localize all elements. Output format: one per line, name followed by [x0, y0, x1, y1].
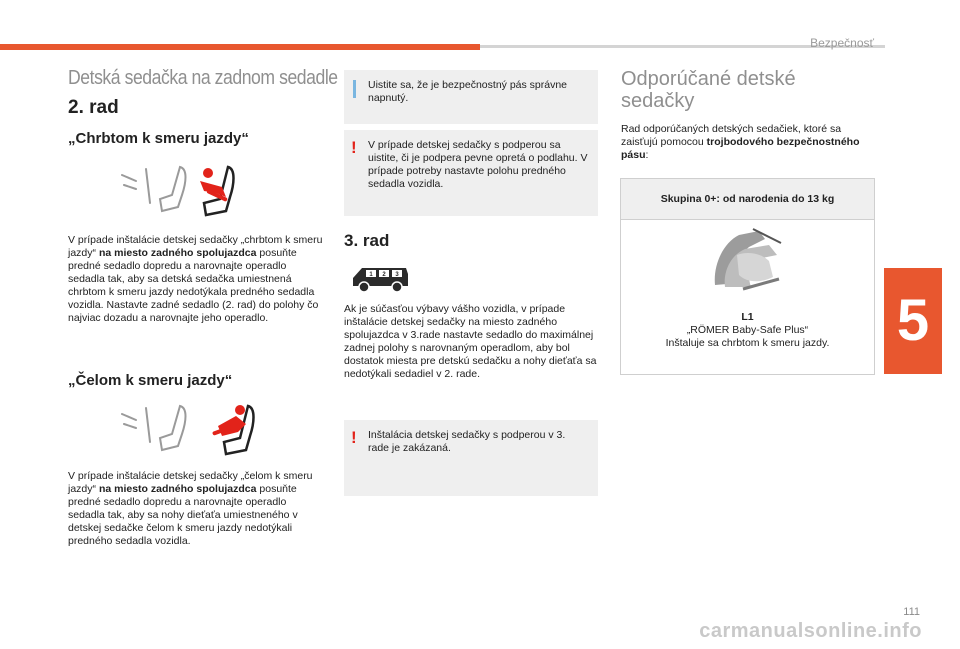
info-icon — [353, 80, 356, 98]
seat-class-label: L1 — [741, 311, 754, 323]
child-seat-table — [620, 178, 875, 375]
section-title: Detská sedačka na zadnom sedadle — [68, 67, 338, 89]
rear-facing-text: V prípade inštalácie detskej sedačky „chrbtom k smeru jazdy“ na miesto zadného spolujazdca posuňte predné sedadlo dopredu a narovnajte operadlo sedadla tak, aby sa detská sedačka umiestnená chrbtom k smeru jazdy nedotýkala predného sedadla vozidla. Nastavte zadné sedadlo (2. rad) do polohy čo najviac dozadu a narovnajte jeho operadlo. — [68, 234, 323, 324]
chapter-tab: 5 — [884, 268, 942, 374]
page-number: 111 — [903, 606, 920, 618]
warning-note-support-leg — [344, 130, 598, 216]
row-3-title: 3. rad — [344, 231, 390, 250]
car-row-3-label: 3 — [395, 272, 399, 278]
rear-facing-seat-icon — [116, 163, 266, 223]
car-row-2-label: 2 — [382, 272, 386, 278]
forward-facing-seat-icon — [116, 402, 266, 462]
header-accent-bar — [0, 44, 480, 50]
recommended-intro: Rad odporúčaných detských sedačiek, ktoré sa zaisťujú pomocou trojbodového bezpečnostného pásu: — [621, 123, 860, 161]
seat-product-name: „RÖMER Baby-Safe Plus“ — [686, 324, 809, 336]
row-3-text: Ak je súčasťou výbavy vášho vozidla, v prípade inštalácie detskej sedačky na miesto zadného spolujazdca v 3.rade nastavte sedadlo do maximálnej zadnej polohy s narovnaným operadlom, aby bol dostatok miesta pre detskú sedačku a nohy dieťaťa sa nedotýkali sedadiel v 2. rade. — [344, 303, 597, 380]
rear-facing-heading: „Chrbtom k smeru jazdy“ — [68, 130, 249, 147]
section-name: Bezpečnosť — [810, 36, 874, 50]
watermark: carmanualsonline.info — [699, 620, 922, 642]
table-header: Skupina 0+: od narodenia do 13 kg — [621, 179, 874, 220]
warning-note-row3-text: Inštalácia detskej sedačky s podperou v 3. rade je zakázaná. — [368, 429, 566, 454]
warning-note-row3 — [344, 420, 598, 496]
seat-install-note: Inštaluje sa chrbtom k smeru jazdy. — [665, 337, 830, 349]
warning-icon: ! — [351, 428, 357, 447]
info-note-text: Uistite sa, že je bezpečnostný pás správne napnutý. — [368, 79, 568, 104]
car-row-1-label: 1 — [369, 272, 373, 278]
forward-facing-text: V prípade inštalácie detskej sedačky „čelom k smeru jazdy“ na miesto zadného spolujazdca posuňte predné sedadlo dopredu a narovnajte operadlo sedadla tak, aby sa nohy dieťaťa umiestneného v detskej sedačke čelom k smeru jazdy nedotýkali predného sedadla vozidla. — [68, 470, 313, 547]
forward-facing-heading: „Čelom k smeru jazdy“ — [68, 372, 233, 389]
info-note — [344, 70, 598, 124]
baby-seat-photo — [709, 225, 783, 297]
car-rows-icon — [350, 264, 410, 294]
recommended-seats-title: Odporúčané detské sedačky — [621, 68, 796, 112]
warning-note-text: V prípade detskej sedačky s podperou sa uistite, či je podpera pevne opretá o podlahu. V prípade potreby nastavte polohu predného sedadla vozidla. — [368, 139, 588, 190]
warning-icon: ! — [351, 138, 357, 157]
row-2-title: 2. rad — [68, 97, 119, 118]
